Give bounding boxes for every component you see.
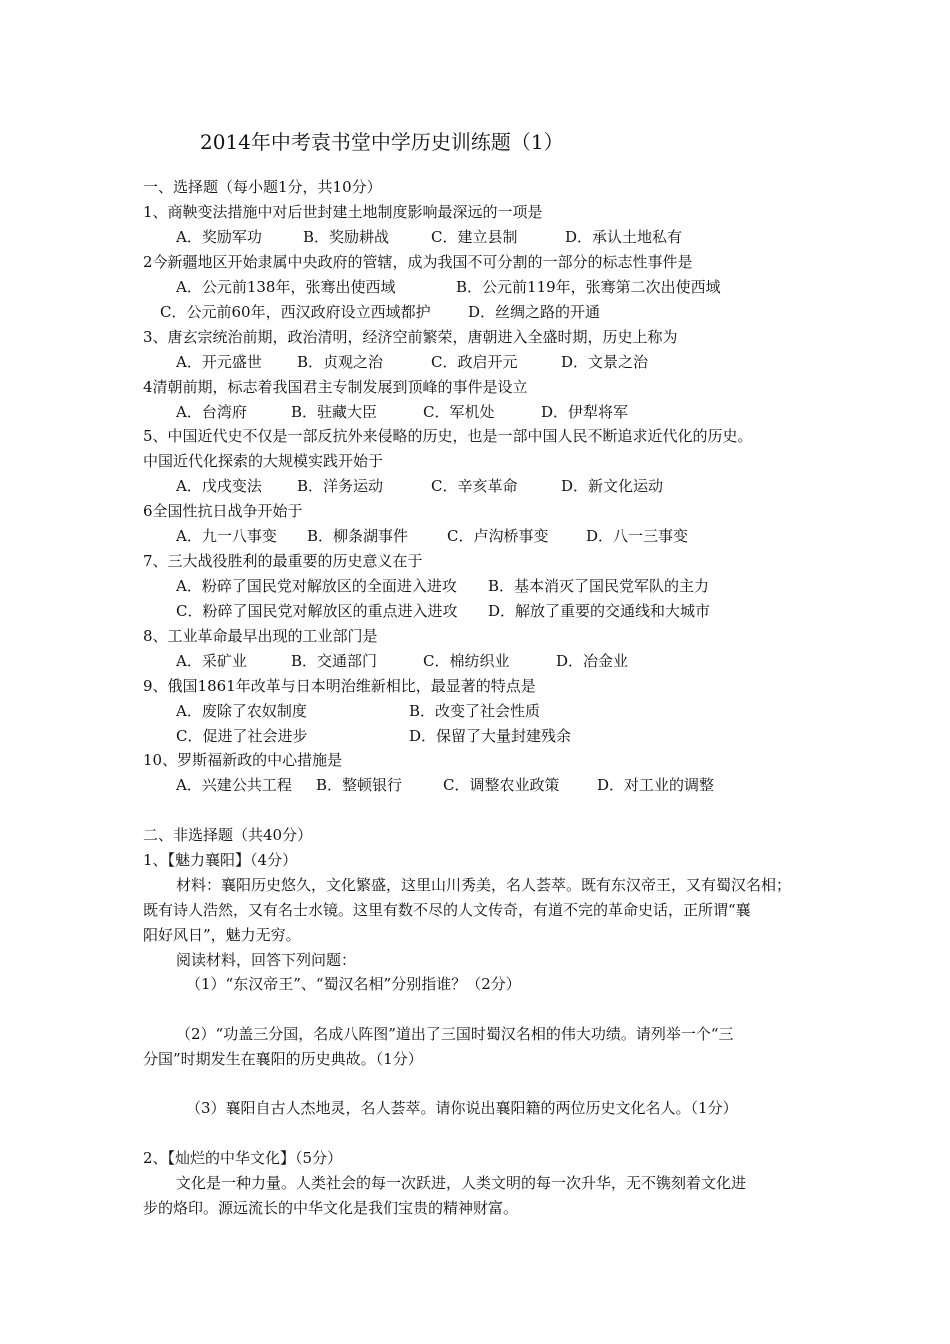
sub-question: （1）“东汉帝王”、“蜀汉名相”分别指谁？（2分） [186,975,521,993]
question-stem: 8、工业革命最早出现的工业部门是 [143,627,378,645]
option: B．奖励耕战 [303,228,390,246]
question-stem: 9、俄国1861年改革与日本明治维新相比，最显著的特点是 [143,677,536,695]
option: D．解放了重要的交通线和大城市 [488,602,711,620]
option: A．兴建公共工程 [176,776,292,794]
sub-question: （2）“功盖三分国，名成八阵图”道出了三国时蜀汉名相的伟大功绩。请列举一个“三 [176,1025,734,1043]
question-stem: 2今新疆地区开始隶属中央政府的管辖，成为我国不可分割的一部分的标志性事件是 [143,253,693,271]
option: C．公元前60年，西汉政府设立西域都护 [160,303,431,321]
instruction: 阅读材料，回答下列问题： [176,951,357,969]
question-stem: 10、罗斯福新政的中心措施是 [143,751,343,769]
option: C．调整农业政策 [443,776,560,794]
material-line: 文化是一种力量。人类社会的每一次跃进，人类文明的每一次升华，无不镌刻着文化进 [176,1174,747,1192]
material-line: 步的烙印。源远流长的中华文化是我们宝贵的精神财富。 [143,1199,519,1217]
option: A．废除了农奴制度 [176,702,307,720]
option: B．改变了社会性质 [409,702,541,720]
option: B．贞观之治 [297,353,384,371]
option: C．军机处 [423,403,495,421]
option: D．八一三事变 [586,527,689,545]
option: A．公元前138年，张骞出使西域 [176,278,396,296]
page-title: 2014年中考袁书堂中学历史训练题（1） [200,130,564,154]
option: D．保留了大量封建残余 [409,727,572,745]
question-stem: 5、中国近代史不仅是一部反抗外来侵略的历史，也是一部中国人民不断追求近代化的历史。 [143,427,753,445]
option: C．政启开元 [431,353,518,371]
option: A．台湾府 [176,403,247,421]
material-line: 阳好风日”，魅力无穷。 [143,926,301,944]
option: D．对工业的调整 [597,776,715,794]
material-line: 材料：襄阳历史悠久，文化繁盛，这里山川秀美，名人荟萃。既有东汉帝王，又有蜀汉名相； [176,876,792,894]
option: B．洋务运动 [297,477,384,495]
option: A．奖励军功 [176,228,262,246]
option: D．新文化运动 [561,477,664,495]
option: A．戊戌变法 [176,477,262,495]
question-title: 1、【魅力襄阳】（4分） [143,851,298,869]
sub-question-continued: 分国”时期发生在襄阳的历史典故。（1分） [143,1050,423,1068]
option: B．柳条湖事件 [307,527,409,545]
material-line: 既有诗人浩然，又有名士水镜。这里有数不尽的人文传奇，有道不完的革命史话，正所谓“襄 [143,901,751,919]
option: C．促进了社会进步 [176,727,308,745]
option: D．伊犁将军 [541,403,629,421]
option: C．粉碎了国民党对解放区的重点进入进攻 [176,602,458,620]
option: B．交通部门 [291,652,378,670]
question-stem: 7、三大战役胜利的最重要的历史意义在于 [143,552,423,570]
option: B．整顿银行 [316,776,403,794]
part1-heading: 一、选择题（每小题1分，共10分） [143,178,382,196]
sub-question: （3）襄阳自古人杰地灵，名人荟萃。请你说出襄阳籍的两位历史文化名人。（1分） [186,1099,738,1117]
option: B．公元前119年，张骞第二次出使西域 [456,278,721,296]
option: D．承认土地私有 [565,228,683,246]
question-title: 2、【灿烂的中华文化】（5分） [143,1149,343,1167]
option: B．基本消灭了国民党军队的主力 [488,577,710,595]
question-stem: 1、商鞅变法措施中对后世封建土地制度影响最深远的一项是 [143,203,543,221]
option: D．冶金业 [556,652,629,670]
option: A．九一八事变 [176,527,277,545]
question-stem: 4清朝前期，标志着我国君主专制发展到顶峰的事件是设立 [143,378,528,396]
part2-heading: 二、非选择题（共40分） [143,826,313,844]
option: C．建立县制 [431,228,518,246]
option: C．辛亥革命 [431,477,518,495]
option: C．棉纺织业 [423,652,510,670]
option: D．丝绸之路的开通 [468,303,601,321]
option: D．文景之治 [561,353,649,371]
option: A．采矿业 [176,652,247,670]
option: A．开元盛世 [176,353,262,371]
question-stem: 3、唐玄宗统治前期，政治清明，经济空前繁荣，唐朝进入全盛时期，历史上称为 [143,328,678,346]
option: A．粉碎了国民党对解放区的全面进入进攻 [176,577,457,595]
option: B．驻藏大臣 [291,403,378,421]
question-stem: 6全国性抗日战争开始于 [143,502,303,520]
option: C．卢沟桥事变 [447,527,549,545]
question-stem-continued: 中国近代化探索的大规模实践开始于 [143,452,384,470]
